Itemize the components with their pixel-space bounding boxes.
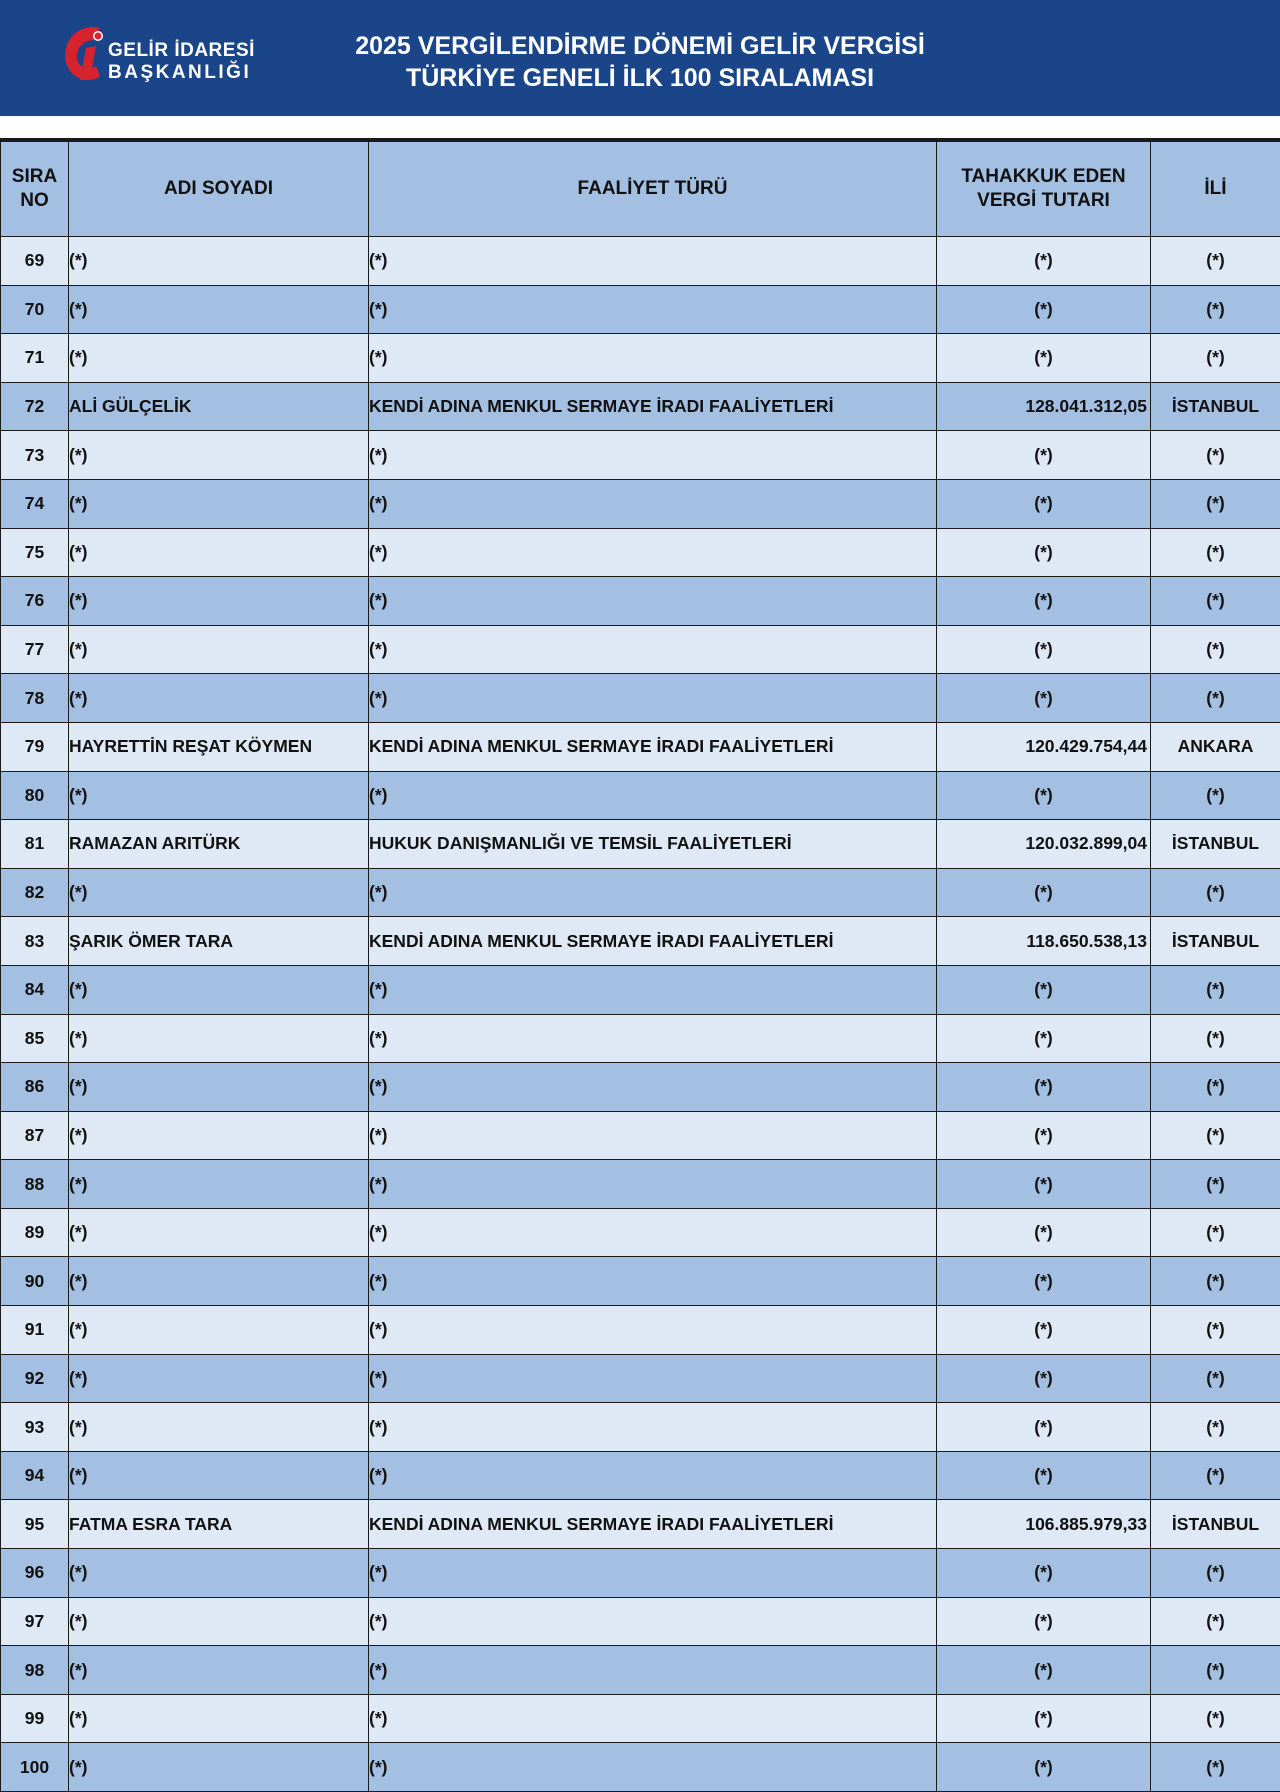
cell-rank-no: 97 (1, 1597, 69, 1646)
cell-name: (*) (69, 1354, 369, 1403)
cell-rank-no: 83 (1, 917, 69, 966)
header-rank-no (1, 142, 69, 237)
cell-activity: (*) (369, 1451, 937, 1500)
cell-activity: (*) (369, 1646, 937, 1695)
cell-city: (*) (1151, 1208, 1280, 1257)
cell-activity: (*) (369, 674, 937, 723)
cell-city: ANKARA (1151, 722, 1280, 771)
cell-tax-amount: (*) (937, 1597, 1151, 1646)
cell-rank-no: 71 (1, 334, 69, 383)
table-row (1, 1403, 1280, 1452)
cell-tax-amount: (*) (937, 1257, 1151, 1306)
cell-name: (*) (69, 431, 369, 480)
cell-name: (*) (69, 1306, 369, 1355)
cell-tax-amount: (*) (937, 1646, 1151, 1695)
cell-activity: (*) (369, 577, 937, 626)
cell-city: (*) (1151, 625, 1280, 674)
cell-city: (*) (1151, 431, 1280, 480)
cell-city: (*) (1151, 1306, 1280, 1355)
cell-city: (*) (1151, 577, 1280, 626)
cell-name: (*) (69, 237, 369, 286)
table-row (1, 625, 1280, 674)
cell-city: (*) (1151, 1403, 1280, 1452)
table-row (1, 771, 1280, 820)
table-row (1, 1208, 1280, 1257)
cell-city: (*) (1151, 1014, 1280, 1063)
cell-name: (*) (69, 1160, 369, 1209)
cell-tax-amount: 106.885.979,33 (937, 1500, 1151, 1549)
cell-rank-no: 88 (1, 1160, 69, 1209)
cell-activity: (*) (369, 1694, 937, 1743)
cell-tax-amount: (*) (937, 868, 1151, 917)
table-row (1, 237, 1280, 286)
cell-city: İSTANBUL (1151, 917, 1280, 966)
header-city: İLİ (1151, 142, 1280, 237)
table-row (1, 1063, 1280, 1112)
cell-name: (*) (69, 577, 369, 626)
cell-activity: (*) (369, 1597, 937, 1646)
cell-activity: (*) (369, 868, 937, 917)
cell-rank-no: 79 (1, 722, 69, 771)
cell-name: (*) (69, 285, 369, 334)
cell-activity: (*) (369, 1111, 937, 1160)
cell-activity: HUKUK DANIŞMANLIĞI VE TEMSİL FAALİYETLERİ (369, 820, 937, 869)
table-header-row (1, 142, 1280, 237)
cell-city: (*) (1151, 1451, 1280, 1500)
header-tax-amount (937, 142, 1151, 237)
gib-logo (60, 22, 260, 86)
header-rank-no-line1: SIRA (12, 166, 57, 187)
cell-name: (*) (69, 528, 369, 577)
cell-city: (*) (1151, 1549, 1280, 1598)
cell-tax-amount: (*) (937, 1694, 1151, 1743)
cell-tax-amount: (*) (937, 1208, 1151, 1257)
cell-rank-no: 99 (1, 1694, 69, 1743)
table-row (1, 285, 1280, 334)
cell-rank-no: 87 (1, 1111, 69, 1160)
header-activity: FAALİYET TÜRÜ (369, 142, 937, 237)
cell-city: (*) (1151, 528, 1280, 577)
cell-name: (*) (69, 1646, 369, 1695)
cell-tax-amount: (*) (937, 528, 1151, 577)
cell-rank-no: 82 (1, 868, 69, 917)
cell-tax-amount: (*) (937, 965, 1151, 1014)
table-row (1, 965, 1280, 1014)
cell-name: (*) (69, 1063, 369, 1112)
table-row (1, 1500, 1280, 1549)
cell-activity: KENDİ ADINA MENKUL SERMAYE İRADI FAALİYETLERİ (369, 917, 937, 966)
cell-name: (*) (69, 625, 369, 674)
cell-name: (*) (69, 1743, 369, 1792)
cell-name: (*) (69, 965, 369, 1014)
cell-city: (*) (1151, 1111, 1280, 1160)
cell-city: (*) (1151, 334, 1280, 383)
table-row (1, 1014, 1280, 1063)
cell-activity: (*) (369, 1549, 937, 1598)
cell-name: FATMA ESRA TARA (69, 1500, 369, 1549)
cell-name: (*) (69, 334, 369, 383)
gib-logo-icon (60, 22, 108, 86)
table-row (1, 868, 1280, 917)
header-name: ADI SOYADI (69, 142, 369, 237)
cell-name: ALİ GÜLÇELİK (69, 382, 369, 431)
cell-rank-no: 74 (1, 479, 69, 528)
cell-activity: (*) (369, 1160, 937, 1209)
cell-activity: (*) (369, 237, 937, 286)
cell-rank-no: 73 (1, 431, 69, 480)
cell-tax-amount: (*) (937, 1111, 1151, 1160)
cell-tax-amount: (*) (937, 577, 1151, 626)
cell-rank-no: 75 (1, 528, 69, 577)
table-row (1, 1354, 1280, 1403)
cell-city: (*) (1151, 1354, 1280, 1403)
table-row (1, 577, 1280, 626)
table-row (1, 431, 1280, 480)
page-title-line1: 2025 VERGİLENDİRME DÖNEMİ GELİR VERGİSİ (260, 30, 1020, 62)
cell-activity: KENDİ ADINA MENKUL SERMAYE İRADI FAALİYETLERİ (369, 722, 937, 771)
cell-rank-no: 96 (1, 1549, 69, 1598)
cell-tax-amount: (*) (937, 1451, 1151, 1500)
cell-tax-amount: (*) (937, 625, 1151, 674)
cell-rank-no: 94 (1, 1451, 69, 1500)
cell-tax-amount: (*) (937, 1160, 1151, 1209)
cell-activity: (*) (369, 1014, 937, 1063)
cell-activity: (*) (369, 625, 937, 674)
cell-activity: (*) (369, 1257, 937, 1306)
cell-city: (*) (1151, 868, 1280, 917)
table-row (1, 528, 1280, 577)
cell-tax-amount: (*) (937, 1549, 1151, 1598)
cell-activity: (*) (369, 1354, 937, 1403)
cell-tax-amount: (*) (937, 431, 1151, 480)
table-row (1, 1549, 1280, 1598)
cell-rank-no: 78 (1, 674, 69, 723)
table-row (1, 820, 1280, 869)
cell-tax-amount: (*) (937, 285, 1151, 334)
cell-tax-amount: 120.429.754,44 (937, 722, 1151, 771)
cell-tax-amount: (*) (937, 479, 1151, 528)
cell-rank-no: 91 (1, 1306, 69, 1355)
cell-activity: (*) (369, 431, 937, 480)
cell-activity: (*) (369, 1306, 937, 1355)
ranking-table (0, 141, 1280, 1792)
cell-tax-amount: 128.041.312,05 (937, 382, 1151, 431)
cell-tax-amount: (*) (937, 674, 1151, 723)
cell-tax-amount: 118.650.538,13 (937, 917, 1151, 966)
table-row (1, 1646, 1280, 1695)
cell-tax-amount: (*) (937, 1743, 1151, 1792)
cell-activity: (*) (369, 1403, 937, 1452)
cell-city: (*) (1151, 674, 1280, 723)
cell-activity: (*) (369, 1063, 937, 1112)
cell-city: (*) (1151, 1646, 1280, 1695)
cell-activity: (*) (369, 965, 937, 1014)
cell-city: (*) (1151, 1160, 1280, 1209)
cell-tax-amount: 120.032.899,04 (937, 820, 1151, 869)
cell-rank-no: 90 (1, 1257, 69, 1306)
cell-name: (*) (69, 1403, 369, 1452)
cell-name: (*) (69, 1694, 369, 1743)
table-row (1, 334, 1280, 383)
table-row (1, 1694, 1280, 1743)
cell-name: (*) (69, 868, 369, 917)
cell-activity: KENDİ ADINA MENKUL SERMAYE İRADI FAALİYETLERİ (369, 382, 937, 431)
cell-name: ŞARIK ÖMER TARA (69, 917, 369, 966)
cell-name: (*) (69, 1597, 369, 1646)
cell-activity: KENDİ ADINA MENKUL SERMAYE İRADI FAALİYETLERİ (369, 1500, 937, 1549)
cell-city: (*) (1151, 1743, 1280, 1792)
table-row (1, 674, 1280, 723)
cell-city: İSTANBUL (1151, 820, 1280, 869)
logo-text-line2: BAŞKANLIĞI (108, 62, 251, 84)
cell-tax-amount: (*) (937, 334, 1151, 383)
cell-city: (*) (1151, 479, 1280, 528)
cell-activity: (*) (369, 1743, 937, 1792)
table-row (1, 1743, 1280, 1792)
cell-rank-no: 77 (1, 625, 69, 674)
cell-tax-amount: (*) (937, 237, 1151, 286)
cell-activity: (*) (369, 334, 937, 383)
cell-name: (*) (69, 1014, 369, 1063)
cell-name: RAMAZAN ARITÜRK (69, 820, 369, 869)
cell-activity: (*) (369, 285, 937, 334)
page-header (0, 0, 1280, 116)
cell-name: (*) (69, 1549, 369, 1598)
cell-city: (*) (1151, 771, 1280, 820)
cell-rank-no: 92 (1, 1354, 69, 1403)
cell-name: (*) (69, 771, 369, 820)
cell-activity: (*) (369, 1208, 937, 1257)
cell-city: (*) (1151, 965, 1280, 1014)
cell-activity: (*) (369, 479, 937, 528)
cell-rank-no: 93 (1, 1403, 69, 1452)
cell-name: (*) (69, 479, 369, 528)
cell-name: (*) (69, 1111, 369, 1160)
cell-city: (*) (1151, 1597, 1280, 1646)
cell-city: (*) (1151, 1063, 1280, 1112)
cell-rank-no: 80 (1, 771, 69, 820)
table-row (1, 479, 1280, 528)
cell-city: (*) (1151, 237, 1280, 286)
cell-tax-amount: (*) (937, 771, 1151, 820)
cell-name: (*) (69, 674, 369, 723)
cell-city: (*) (1151, 1694, 1280, 1743)
cell-name: (*) (69, 1257, 369, 1306)
cell-rank-no: 84 (1, 965, 69, 1014)
cell-city: İSTANBUL (1151, 1500, 1280, 1549)
cell-rank-no: 69 (1, 237, 69, 286)
header-tax-amount-line2: VERGİ TUTARI (977, 190, 1110, 211)
cell-tax-amount: (*) (937, 1354, 1151, 1403)
cell-name: HAYRETTİN REŞAT KÖYMEN (69, 722, 369, 771)
table-row (1, 1111, 1280, 1160)
cell-rank-no: 81 (1, 820, 69, 869)
cell-rank-no: 100 (1, 1743, 69, 1792)
table-row (1, 1597, 1280, 1646)
cell-rank-no: 95 (1, 1500, 69, 1549)
table-row (1, 1257, 1280, 1306)
cell-activity: (*) (369, 528, 937, 577)
cell-tax-amount: (*) (937, 1403, 1151, 1452)
header-rank-no-line2: NO (20, 190, 49, 211)
cell-city: (*) (1151, 1257, 1280, 1306)
table-row (1, 1306, 1280, 1355)
cell-rank-no: 70 (1, 285, 69, 334)
cell-name: (*) (69, 1451, 369, 1500)
table-row (1, 382, 1280, 431)
page-title (260, 30, 1020, 94)
cell-rank-no: 72 (1, 382, 69, 431)
cell-rank-no: 85 (1, 1014, 69, 1063)
table-row (1, 1160, 1280, 1209)
cell-rank-no: 98 (1, 1646, 69, 1695)
cell-activity: (*) (369, 771, 937, 820)
cell-rank-no: 76 (1, 577, 69, 626)
cell-city: İSTANBUL (1151, 382, 1280, 431)
page-title-line2: TÜRKİYE GENELİ İLK 100 SIRALAMASI (260, 62, 1020, 94)
table-row (1, 917, 1280, 966)
cell-tax-amount: (*) (937, 1014, 1151, 1063)
table-row (1, 1451, 1280, 1500)
cell-rank-no: 89 (1, 1208, 69, 1257)
logo-text-line1: GELİR İDARESİ (108, 40, 255, 62)
cell-tax-amount: (*) (937, 1063, 1151, 1112)
cell-city: (*) (1151, 285, 1280, 334)
cell-tax-amount: (*) (937, 1306, 1151, 1355)
header-tax-amount-line1: TAHAKKUK EDEN (961, 166, 1125, 187)
table-row (1, 722, 1280, 771)
cell-rank-no: 86 (1, 1063, 69, 1112)
cell-name: (*) (69, 1208, 369, 1257)
